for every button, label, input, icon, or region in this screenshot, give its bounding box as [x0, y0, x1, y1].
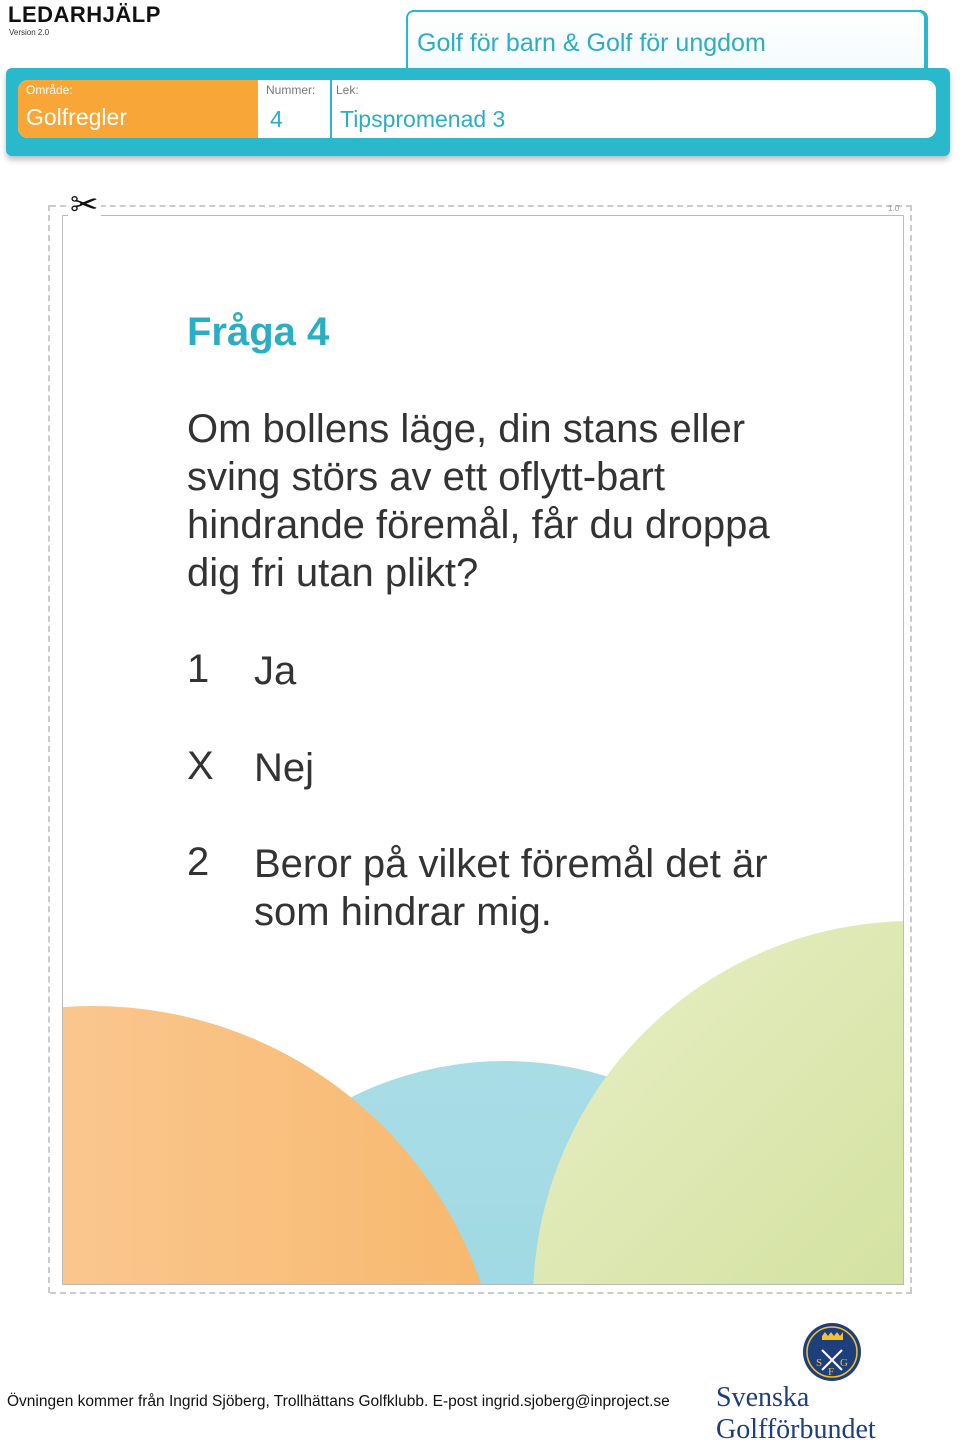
logo-letter-f: F — [828, 1366, 835, 1378]
question-title: Fråga 4 — [187, 310, 330, 354]
question-text: Om bollens läge, din stans eller sving störs av ett oflytt-bart hindrande föremål, får du droppa dig fri utan plikt? — [187, 407, 770, 595]
card-version: 1.0 — [888, 204, 900, 213]
footer-credit: Övningen kommer från Ingrid Sjöberg, Trollhättans Golfklubb. E-post ingrid.sjoberg@inproject.se — [7, 1393, 670, 1410]
alternative-key: X — [187, 744, 214, 788]
cut-line-right — [910, 205, 912, 1293]
app-title: LEDARHJÄLP — [8, 2, 161, 27]
divider — [258, 80, 266, 138]
info-bar-inner — [18, 80, 936, 138]
brand-name: Svenska Golfförbundet — [716, 1382, 876, 1445]
number-label: Nummer: — [266, 83, 316, 97]
logo-letter-g: G — [840, 1357, 848, 1369]
cut-line-left — [48, 205, 50, 1293]
alternative-text: Ja — [254, 649, 297, 693]
cut-line-top — [50, 205, 912, 207]
logo-letter-s: S — [816, 1357, 823, 1369]
alternative-key: 2 — [187, 840, 210, 884]
alternative-text: Nej — [254, 746, 315, 790]
app-version: Version 2.0 — [9, 28, 50, 37]
activity-value: Tipspromenad 3 — [340, 106, 506, 132]
alternative-key: 1 — [187, 647, 210, 691]
program-title: Golf för barn & Golf för ungdom — [417, 29, 766, 57]
divider — [330, 80, 332, 138]
area-value: Golfregler — [26, 104, 127, 130]
activity-label: Lek: — [336, 83, 359, 97]
alternative-text: Beror på vilket föremål det är som hindrar mig. — [254, 842, 768, 934]
area-label: Område: — [26, 83, 73, 97]
number-value: 4 — [270, 106, 283, 132]
cut-line-bottom — [50, 1292, 912, 1294]
scissors-icon: ✂ — [70, 186, 99, 224]
sgf-logo-icon — [802, 1322, 862, 1382]
